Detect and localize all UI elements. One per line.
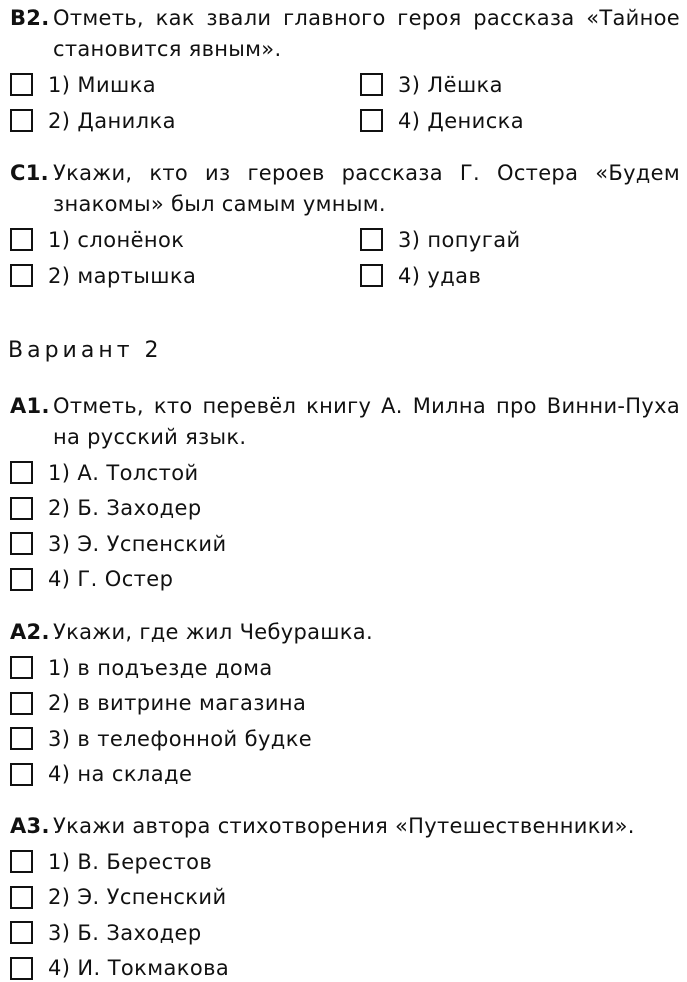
question-a2 [10,617,680,788]
question-number: C1. [10,161,49,185]
option-label: 4) Дениска [398,108,525,133]
answer-option[interactable] [10,848,680,875]
answer-option[interactable] [10,226,360,253]
checkbox[interactable] [10,461,33,484]
option-label: 1) в подъезде дома [48,655,273,680]
option-label: 3) попугай [398,227,521,252]
checkbox[interactable] [360,73,383,96]
option-label: 2) в витрине магазина [48,691,307,715]
checkbox[interactable] [10,957,33,980]
checkbox[interactable] [10,73,33,96]
option-label: 2) мартышка [48,263,197,288]
question-a1 [10,391,680,593]
option-label: 1) слонёнок [48,227,185,252]
checkbox[interactable] [360,109,383,132]
question-b2 [10,3,680,134]
question-header [10,617,680,648]
option-label: 3) Лёшка [398,72,503,97]
option-label: 2) Э. Успенский [48,885,227,909]
checkbox[interactable] [10,656,33,679]
question-header [10,811,680,842]
answer-option[interactable] [10,919,680,946]
answer-options [10,848,680,982]
option-label: 4) удав [398,263,482,288]
question-header [10,158,680,220]
option-label: 3) Б. Заходер [48,920,202,945]
checkbox[interactable] [10,886,33,909]
answer-option[interactable] [10,690,680,717]
question-text: Укажи, где жил Чебурашка. [53,620,373,644]
checkbox[interactable] [10,850,33,873]
answer-options [10,71,680,134]
checkbox[interactable] [10,497,33,520]
answer-option[interactable] [10,530,680,557]
checkbox[interactable] [10,763,33,786]
answer-option[interactable] [10,262,360,289]
question-text: Отметь, кто перевёл книгу А. Милна про Винни-Пуха на русский язык. [53,394,680,449]
option-label: 1) Мишка [48,72,156,97]
answer-option[interactable] [360,71,660,98]
checkbox[interactable] [10,692,33,715]
answer-option[interactable] [10,884,680,911]
checkbox[interactable] [10,568,33,591]
answer-option[interactable] [10,761,680,788]
question-number: A2. [10,620,50,644]
option-label: 3) в телефонной будке [48,726,313,751]
checkbox[interactable] [10,109,33,132]
answer-option[interactable] [10,955,680,982]
option-label: 1) В. Берестов [48,849,213,874]
answer-option[interactable] [10,107,360,134]
option-label: 3) Э. Успенский [48,531,227,556]
question-c1 [10,158,680,289]
question-a3 [10,811,680,982]
question-text: Отметь, как звали главного героя рассказа «Тайное становится явным». [53,6,680,61]
question-number: B2. [10,6,50,30]
answer-option[interactable] [360,226,660,253]
question-header [10,391,680,453]
checkbox[interactable] [360,228,383,251]
question-header [10,3,680,65]
checkbox[interactable] [10,532,33,555]
checkbox[interactable] [360,264,383,287]
option-label: 1) А. Толстой [48,460,199,485]
answer-option[interactable] [360,262,660,289]
answer-option[interactable] [10,654,680,681]
answer-options [10,654,680,788]
option-label: 4) на складе [48,762,193,786]
question-text: Укажи, кто из героев рассказа Г. Остера «Будем знакомы» был самым умным. [53,161,680,216]
answer-options [10,459,680,593]
answer-option[interactable] [10,725,680,752]
answer-options [10,226,680,289]
option-label: 4) Г. Остер [48,567,174,591]
answer-option[interactable] [10,495,680,522]
answer-option[interactable] [360,107,660,134]
option-label: 2) Данилка [48,108,176,133]
checkbox[interactable] [10,228,33,251]
option-label: 2) Б. Заходер [48,496,202,520]
answer-option[interactable] [10,566,680,593]
question-number: A3. [10,814,50,838]
variant-title: Вариант 2 [8,338,163,363]
checkbox[interactable] [10,727,33,750]
answer-option[interactable] [10,459,680,486]
option-label: 4) И. Токмакова [48,956,230,980]
answer-option[interactable] [10,71,360,98]
checkbox[interactable] [10,264,33,287]
question-number: A1. [10,394,50,418]
checkbox[interactable] [10,921,33,944]
question-text: Укажи автора стихотворения «Путешественники». [53,814,635,838]
